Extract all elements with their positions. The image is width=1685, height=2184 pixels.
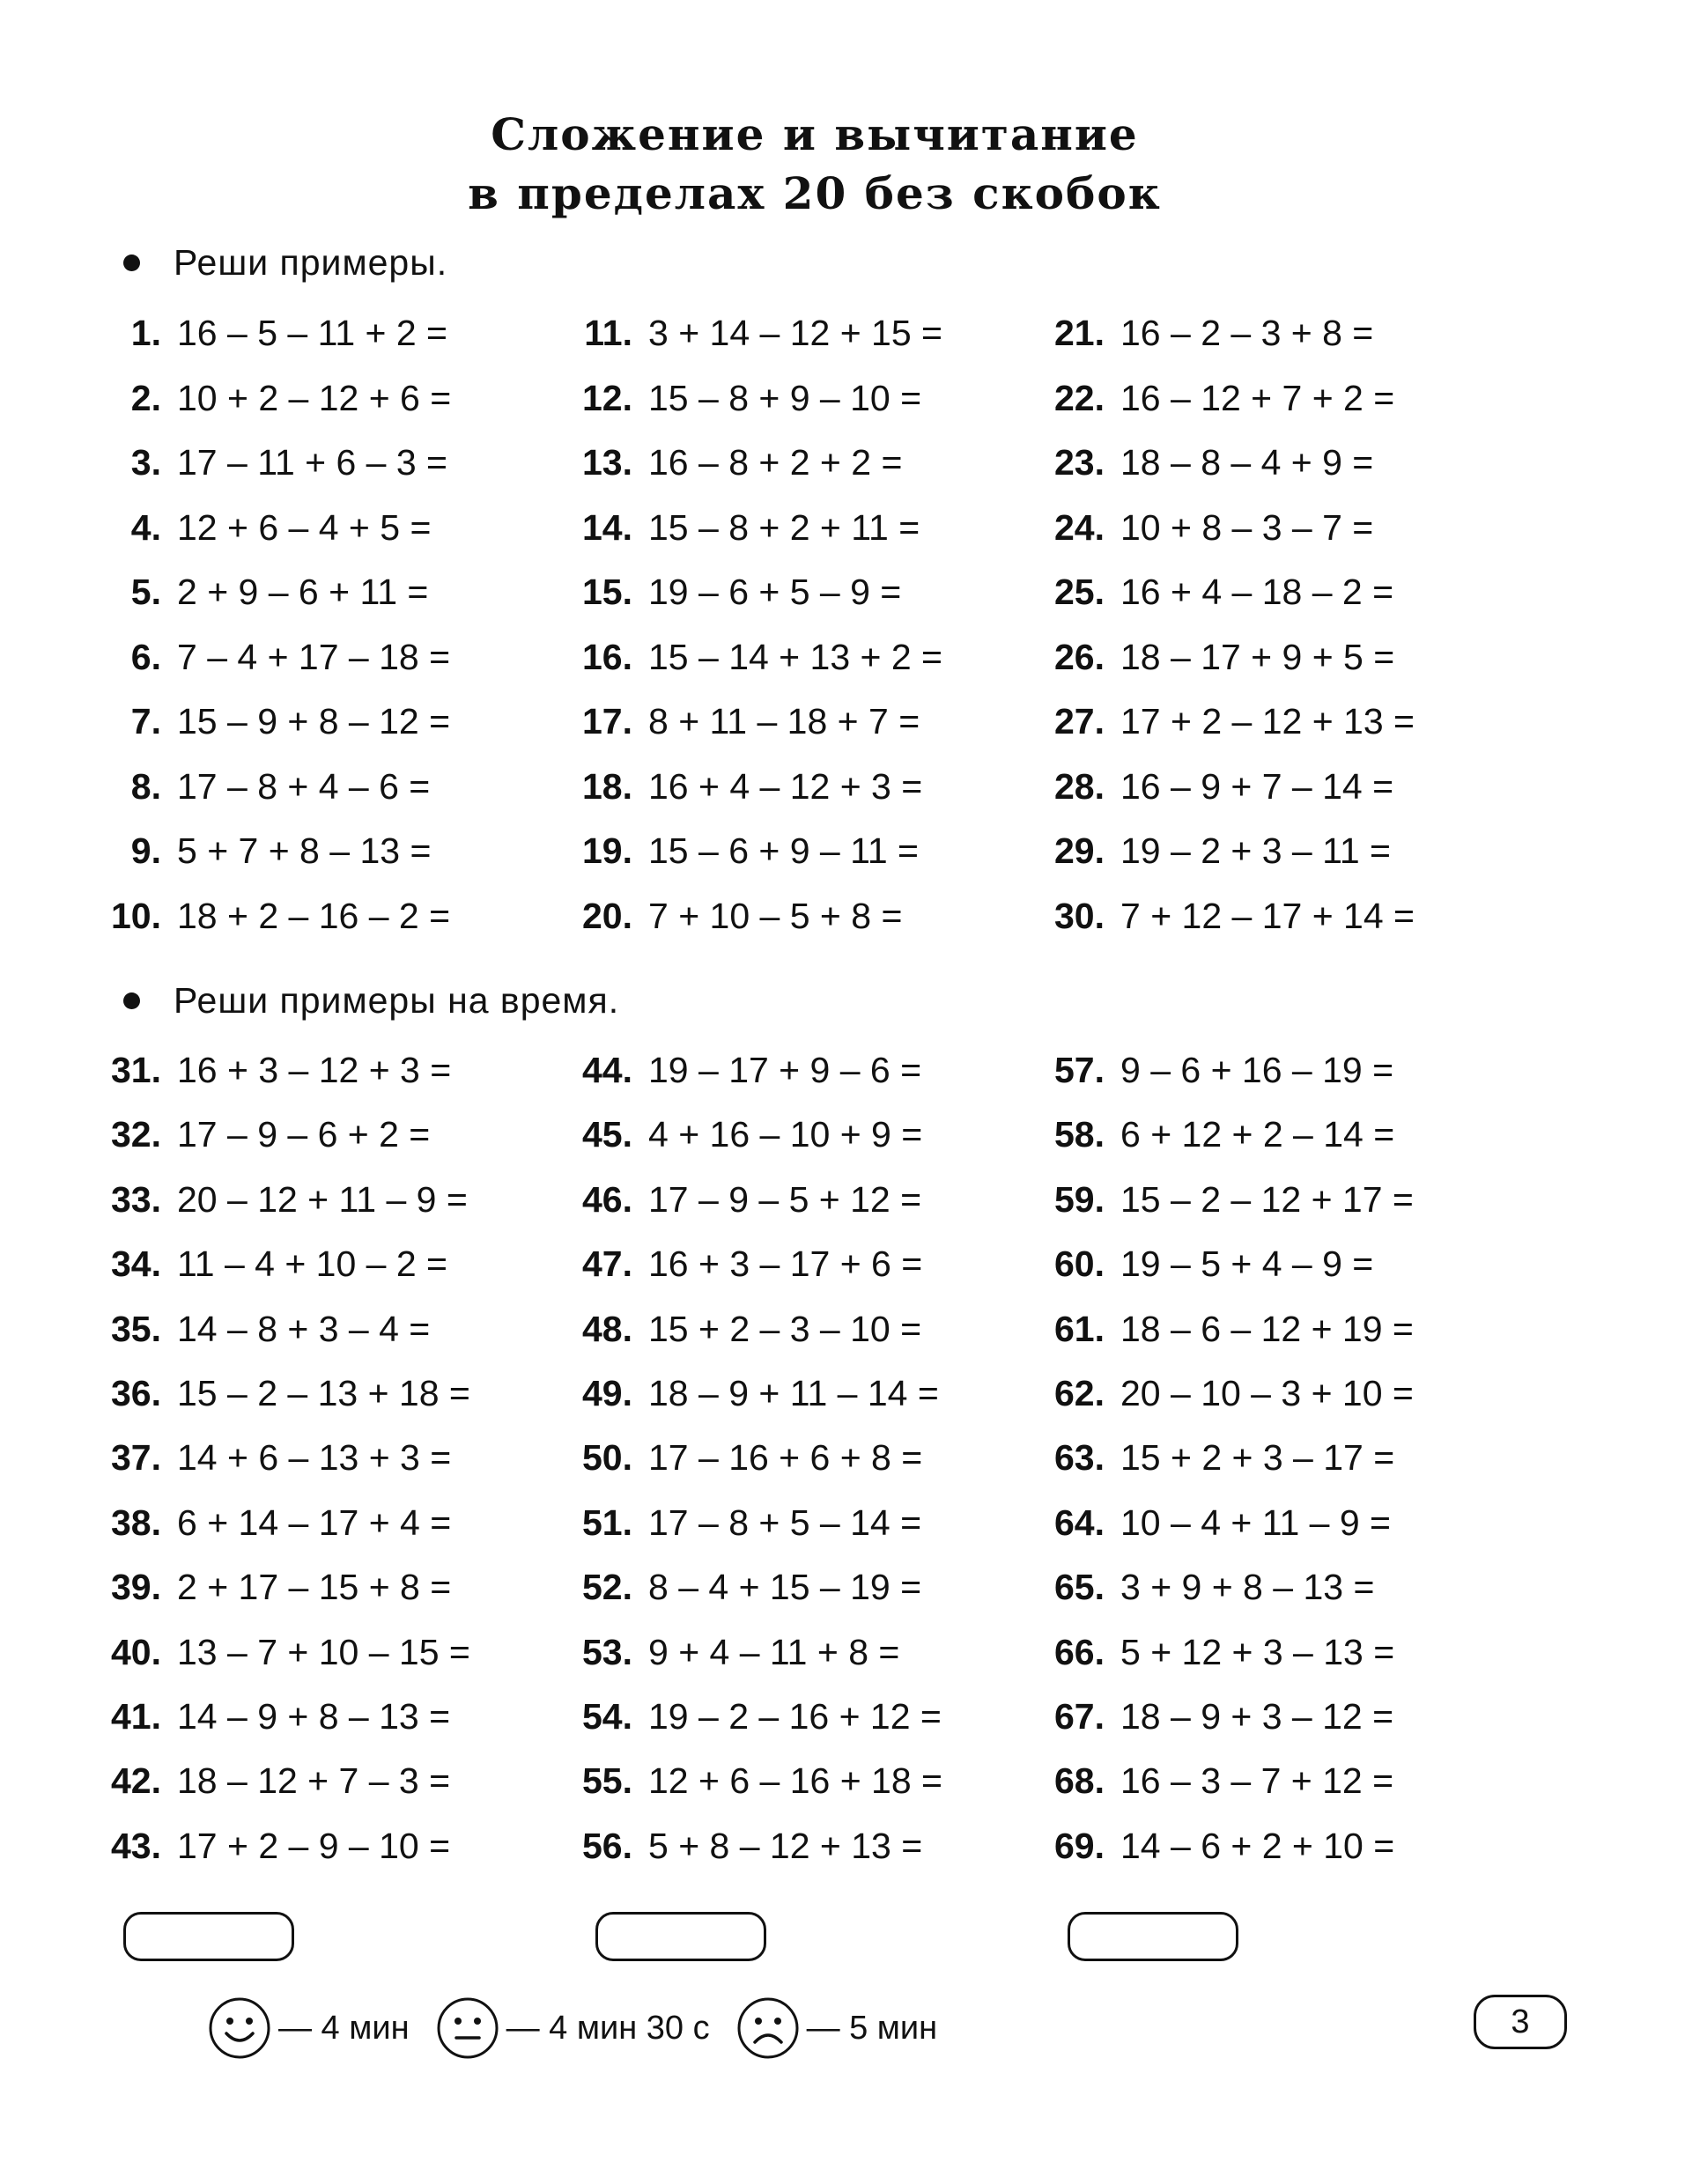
- legend-sad: [736, 1996, 938, 2060]
- problem-row: [1027, 1373, 1414, 1414]
- problem-expression: 19 – 2 + 3 – 11 =: [1120, 830, 1391, 871]
- problem-expression: 15 + 2 + 3 – 17 =: [1120, 1437, 1395, 1479]
- problem-number: 44.: [582, 1050, 632, 1090]
- problem-number: 68.: [1054, 1760, 1105, 1802]
- problem-row: [555, 1502, 921, 1544]
- problem-row: [555, 1826, 922, 1867]
- problem-expression: 18 – 12 + 7 – 3 =: [177, 1760, 451, 1802]
- problem-expression: 5 + 8 – 12 + 13 =: [648, 1825, 923, 1866]
- problem-expression: 12 + 6 – 4 + 5 =: [177, 506, 432, 548]
- problem-number: 3.: [130, 442, 161, 483]
- problem-row: [84, 701, 450, 742]
- problem-row: [1027, 830, 1391, 872]
- problem-expression: 7 – 4 + 17 – 18 =: [177, 636, 451, 677]
- problem-expression: 14 + 6 – 13 + 3 =: [177, 1437, 452, 1479]
- problem-row: [84, 1373, 470, 1414]
- problem-expression: 17 – 9 – 6 + 2 =: [177, 1114, 431, 1155]
- problem-number: 40.: [111, 1631, 161, 1672]
- bullet-icon: [123, 255, 140, 271]
- problem-number: 62.: [1054, 1373, 1105, 1413]
- problem-number: 1.: [130, 313, 161, 353]
- problem-expression: 17 – 8 + 5 – 14 =: [648, 1502, 922, 1543]
- problem-expression: 17 – 9 – 5 + 12 =: [648, 1178, 922, 1220]
- problem-expression: 12 + 6 – 16 + 18 =: [648, 1760, 942, 1802]
- legend-sad-text: — 5 мин: [806, 2009, 938, 2047]
- problem-expression: 16 – 2 – 3 + 8 =: [1120, 313, 1374, 353]
- problem-expression: 16 – 5 – 11 + 2 =: [177, 313, 447, 353]
- problem-expression: 16 + 3 – 17 + 6 =: [648, 1243, 923, 1285]
- problem-row: [84, 1696, 450, 1738]
- problem-number: 31.: [111, 1050, 161, 1090]
- problem-expression: 18 – 9 + 11 – 14 =: [648, 1373, 939, 1413]
- problem-number: 19.: [582, 830, 632, 871]
- happy-face-icon: [208, 1996, 271, 2060]
- problem-number: 67.: [1054, 1696, 1105, 1737]
- problem-expression: 20 – 10 – 3 + 10 =: [1120, 1373, 1414, 1413]
- problem-number: 33.: [111, 1178, 161, 1220]
- page-number-text: 3: [1511, 2003, 1530, 2040]
- problem-row: [1027, 637, 1394, 678]
- problem-number: 7.: [130, 701, 161, 742]
- problem-row: [555, 1696, 942, 1738]
- problem-expression: 16 + 3 – 12 + 3 =: [177, 1050, 452, 1090]
- problem-row: [84, 637, 450, 678]
- problem-expression: 3 + 14 – 12 + 15 =: [648, 313, 942, 353]
- problem-number: 60.: [1054, 1243, 1105, 1285]
- section1-instruction-text: Реши примеры.: [174, 242, 448, 283]
- problem-number: 11.: [584, 313, 632, 353]
- problem-number: 56.: [582, 1825, 632, 1866]
- problem-number: 59.: [1054, 1178, 1105, 1220]
- problem-number: 21.: [1054, 313, 1105, 353]
- problem-expression: 18 – 6 – 12 + 19 =: [1120, 1308, 1414, 1349]
- problem-expression: 17 – 11 + 6 – 3 =: [177, 442, 447, 483]
- problem-expression: 8 + 11 – 18 + 7 =: [648, 701, 920, 742]
- problem-row: [84, 1502, 451, 1544]
- problem-expression: 15 – 9 + 8 – 12 =: [177, 701, 451, 742]
- problem-row: [1027, 1502, 1391, 1544]
- problem-row: [1027, 313, 1373, 354]
- problem-number: 53.: [582, 1631, 632, 1672]
- problem-row: [1027, 896, 1415, 937]
- problem-expression: 5 + 7 + 8 – 13 =: [177, 830, 432, 871]
- problem-expression: 17 – 16 + 6 + 8 =: [648, 1437, 923, 1479]
- problem-row: [1027, 1050, 1393, 1091]
- problem-number: 38.: [111, 1502, 161, 1543]
- problem-expression: 16 – 3 – 7 + 12 =: [1120, 1760, 1394, 1802]
- problem-expression: 18 + 2 – 16 – 2 =: [177, 895, 451, 936]
- problem-row: [1027, 766, 1393, 808]
- problem-expression: 18 – 17 + 9 + 5 =: [1120, 636, 1395, 677]
- problem-expression: 9 + 4 – 11 + 8 =: [648, 1631, 900, 1672]
- problem-row: [1027, 572, 1393, 613]
- legend-neutral: [436, 1996, 710, 2060]
- problem-row: [84, 1309, 430, 1350]
- problem-expression: 19 – 6 + 5 – 9 =: [648, 572, 902, 612]
- problem-number: 6.: [130, 636, 161, 677]
- problem-row: [1027, 1567, 1374, 1608]
- problem-expression: 18 – 9 + 3 – 12 =: [1120, 1696, 1394, 1737]
- problem-expression: 4 + 16 – 10 + 9 =: [648, 1114, 923, 1155]
- problem-expression: 11 – 4 + 10 – 2 =: [177, 1243, 447, 1285]
- problem-row: [555, 1179, 921, 1221]
- problem-row: [1027, 1179, 1414, 1221]
- problem-row: [555, 1243, 922, 1285]
- problem-row: [84, 1632, 470, 1673]
- problem-row: [1027, 378, 1394, 419]
- problem-row: [1027, 1760, 1393, 1802]
- problem-expression: 15 – 14 + 13 + 2 =: [648, 636, 942, 677]
- problem-number: 24.: [1054, 506, 1105, 548]
- problem-number: 64.: [1054, 1502, 1105, 1543]
- problem-number: 2.: [130, 377, 161, 418]
- problem-expression: 2 + 9 – 6 + 11 =: [177, 572, 429, 612]
- problem-row: [555, 766, 922, 808]
- problem-number: 47.: [582, 1243, 632, 1285]
- problem-number: 51.: [582, 1502, 632, 1543]
- problem-number: 20.: [582, 895, 632, 936]
- problem-number: 65.: [1054, 1567, 1105, 1608]
- sad-face-icon: [736, 1996, 800, 2060]
- problem-number: 5.: [130, 572, 161, 612]
- problem-row: [555, 1309, 921, 1350]
- problem-expression: 15 + 2 – 3 – 10 =: [648, 1308, 922, 1349]
- problem-row: [1027, 507, 1373, 549]
- problem-expression: 6 + 12 + 2 – 14 =: [1120, 1114, 1395, 1155]
- problem-number: 49.: [582, 1373, 632, 1413]
- problem-row: [555, 1373, 939, 1414]
- problem-expression: 3 + 9 + 8 – 13 =: [1120, 1567, 1375, 1608]
- problem-expression: 10 + 2 – 12 + 6 =: [177, 377, 452, 418]
- problem-row: [555, 1114, 922, 1155]
- problem-row: [1027, 701, 1415, 742]
- problem-row: [1027, 442, 1373, 483]
- problem-number: 16.: [582, 636, 632, 677]
- page-number: [1474, 1995, 1567, 2049]
- problem-row: [555, 896, 902, 937]
- problem-expression: 15 – 2 – 13 + 18 =: [177, 1373, 470, 1413]
- problem-row: [555, 1437, 922, 1479]
- problem-expression: 9 – 6 + 16 – 19 =: [1120, 1050, 1394, 1090]
- problem-row: [84, 896, 450, 937]
- problem-row: [84, 1826, 450, 1867]
- problem-number: 35.: [111, 1308, 161, 1349]
- problem-number: 32.: [111, 1114, 161, 1155]
- problem-expression: 16 – 12 + 7 + 2 =: [1120, 377, 1395, 418]
- problem-row: [1027, 1826, 1394, 1867]
- problem-number: 25.: [1054, 572, 1105, 612]
- page-title-line-2: в пределах 20 без скобок: [468, 167, 1162, 219]
- problem-number: 14.: [582, 506, 632, 548]
- problem-number: 30.: [1054, 895, 1105, 936]
- problem-number: 9.: [130, 830, 161, 871]
- problem-row: [1027, 1114, 1394, 1155]
- problem-row: [84, 1179, 468, 1221]
- section2-instruction-text: Реши примеры на время.: [174, 980, 620, 1021]
- problem-expression: 14 – 9 + 8 – 13 =: [177, 1696, 451, 1737]
- problem-number: 58.: [1054, 1114, 1105, 1155]
- problem-number: 29.: [1054, 830, 1105, 871]
- problem-row: [1027, 1243, 1373, 1285]
- page-title-line-1: Сложение и вычитание: [491, 108, 1139, 160]
- problem-expression: 15 – 8 + 2 + 11 =: [648, 506, 920, 548]
- problem-number: 13.: [582, 442, 632, 483]
- problem-number: 27.: [1054, 701, 1105, 742]
- problem-expression: 19 – 5 + 4 – 9 =: [1120, 1243, 1374, 1285]
- problem-expression: 7 + 10 – 5 + 8 =: [648, 895, 903, 936]
- problem-expression: 5 + 12 + 3 – 13 =: [1120, 1631, 1395, 1672]
- problem-expression: 16 + 4 – 18 – 2 =: [1120, 572, 1394, 612]
- problem-row: [84, 1437, 451, 1479]
- problem-row: [84, 507, 431, 549]
- problem-row: [1027, 1632, 1394, 1673]
- problem-number: 52.: [582, 1567, 632, 1608]
- problem-row: [555, 1050, 921, 1091]
- problem-row: [1027, 1309, 1414, 1350]
- problem-number: 22.: [1054, 377, 1105, 418]
- problem-row: [555, 442, 902, 483]
- problem-number: 42.: [111, 1760, 161, 1802]
- problem-expression: 20 – 12 + 11 – 9 =: [177, 1178, 468, 1220]
- time-answer-box-1[interactable]: [123, 1912, 294, 1961]
- problem-expression: 14 – 6 + 2 + 10 =: [1120, 1825, 1395, 1866]
- problem-row: [555, 1760, 942, 1802]
- problem-expression: 16 + 4 – 12 + 3 =: [648, 765, 923, 807]
- problem-number: 45.: [582, 1114, 632, 1155]
- problem-row: [555, 1632, 899, 1673]
- bullet-icon: [123, 992, 140, 1009]
- time-answer-box-3[interactable]: [1068, 1912, 1238, 1961]
- problem-number: 46.: [582, 1178, 632, 1220]
- time-answer-box-2[interactable]: [595, 1912, 766, 1961]
- problem-expression: 15 – 8 + 9 – 10 =: [648, 377, 922, 418]
- legend-happy: [208, 1996, 410, 2060]
- problem-row: [555, 572, 901, 613]
- section1-instruction: [123, 242, 447, 284]
- problem-expression: 15 – 6 + 9 – 11 =: [648, 830, 919, 871]
- problem-number: 12.: [582, 377, 632, 418]
- problem-number: 39.: [111, 1567, 161, 1608]
- problem-expression: 18 – 8 – 4 + 9 =: [1120, 442, 1374, 483]
- problem-expression: 8 – 4 + 15 – 19 =: [648, 1567, 922, 1608]
- problem-number: 54.: [582, 1696, 632, 1737]
- problem-row: [555, 507, 920, 549]
- problem-number: 66.: [1054, 1631, 1105, 1672]
- problem-number: 4.: [130, 506, 161, 548]
- problem-row: [555, 830, 919, 872]
- problem-number: 63.: [1054, 1437, 1105, 1479]
- problem-number: 34.: [111, 1243, 161, 1285]
- problem-number: 8.: [130, 765, 161, 807]
- problem-expression: 19 – 17 + 9 – 6 =: [648, 1050, 922, 1090]
- problem-number: 10.: [111, 895, 161, 936]
- problem-expression: 7 + 12 – 17 + 14 =: [1120, 895, 1415, 936]
- problem-number: 18.: [582, 765, 632, 807]
- problem-row: [84, 378, 451, 419]
- neutral-face-icon: [436, 1996, 499, 2060]
- problem-row: [84, 1114, 430, 1155]
- problem-number: 69.: [1054, 1825, 1105, 1866]
- problem-expression: 6 + 14 – 17 + 4 =: [177, 1502, 452, 1543]
- problem-expression: 13 – 7 + 10 – 15 =: [177, 1631, 470, 1672]
- problem-number: 43.: [111, 1825, 161, 1866]
- problem-row: [84, 313, 447, 354]
- section2-instruction: [123, 980, 619, 1022]
- problem-expression: 10 + 8 – 3 – 7 =: [1120, 506, 1374, 548]
- problem-row: [84, 442, 447, 483]
- problem-row: [1027, 1696, 1393, 1738]
- problem-number: 48.: [582, 1308, 632, 1349]
- problem-number: 28.: [1054, 765, 1105, 807]
- problem-number: 61.: [1054, 1308, 1105, 1349]
- problem-row: [555, 313, 942, 354]
- problem-row: [1027, 1437, 1394, 1479]
- problem-number: 41.: [111, 1696, 161, 1737]
- problem-expression: 15 – 2 – 12 + 17 =: [1120, 1178, 1414, 1220]
- problem-number: 23.: [1054, 442, 1105, 483]
- problem-expression: 17 + 2 – 9 – 10 =: [177, 1825, 451, 1866]
- problem-expression: 14 – 8 + 3 – 4 =: [177, 1308, 431, 1349]
- problem-row: [555, 701, 920, 742]
- problem-expression: 2 + 17 – 15 + 8 =: [177, 1567, 452, 1608]
- problem-row: [555, 378, 921, 419]
- problem-row: [84, 572, 428, 613]
- problem-expression: 19 – 2 – 16 + 12 =: [648, 1696, 942, 1737]
- legend-happy-text: — 4 мин: [278, 2009, 410, 2047]
- problem-number: 17.: [582, 701, 632, 742]
- problem-row: [555, 1567, 921, 1608]
- time-legend: [208, 1996, 964, 2060]
- problem-number: 26.: [1054, 636, 1105, 677]
- problem-row: [84, 1050, 451, 1091]
- problem-number: 36.: [111, 1373, 161, 1413]
- problem-row: [84, 1567, 451, 1608]
- problem-number: 15.: [582, 572, 632, 612]
- problem-expression: 17 – 8 + 4 – 6 =: [177, 765, 431, 807]
- problem-number: 50.: [582, 1437, 632, 1479]
- problem-row: [84, 1243, 447, 1285]
- problem-row: [84, 1760, 450, 1802]
- problem-expression: 16 – 8 + 2 + 2 =: [648, 442, 903, 483]
- problem-number: 37.: [111, 1437, 161, 1479]
- problem-row: [84, 766, 430, 808]
- problem-number: 55.: [582, 1760, 632, 1802]
- problem-expression: 10 – 4 + 11 – 9 =: [1120, 1502, 1391, 1543]
- problem-expression: 16 – 9 + 7 – 14 =: [1120, 765, 1394, 807]
- problem-row: [84, 830, 431, 872]
- legend-neutral-text: — 4 мин 30 с: [506, 2009, 710, 2047]
- problem-row: [555, 637, 942, 678]
- problem-expression: 17 + 2 – 12 + 13 =: [1120, 701, 1415, 742]
- problem-number: 57.: [1054, 1050, 1105, 1090]
